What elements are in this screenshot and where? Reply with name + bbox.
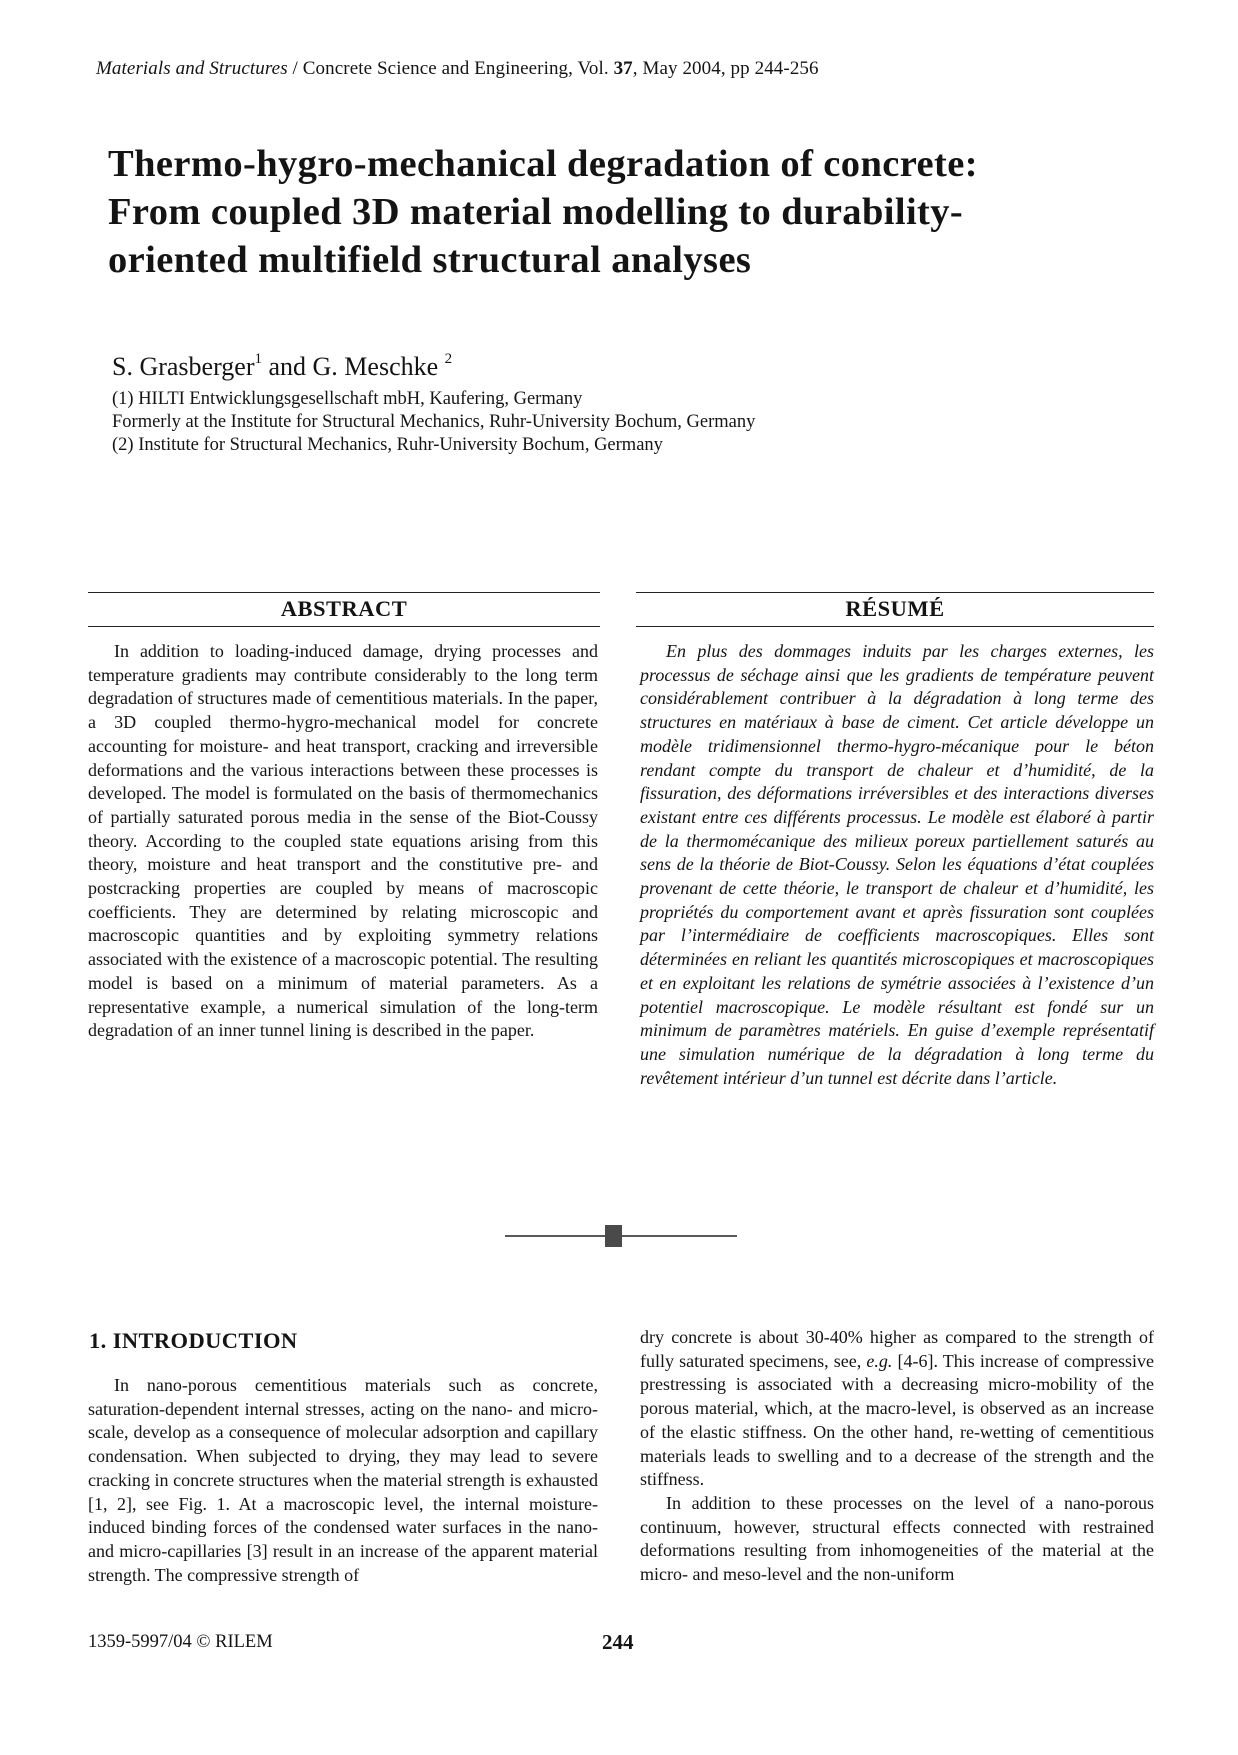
abstract-body (88, 640, 598, 1043)
paper-title (108, 140, 1148, 284)
abstract-heading: ABSTRACT (280, 596, 408, 621)
para-text-a: dry concrete is about 30-40% higher as compared to the strength of fully saturated specimens, see, (640, 1327, 1154, 1371)
resume-top-rule (636, 592, 1154, 593)
affiliation-1-former: Formerly at the Institute for Structural Mechanics, Ruhr-University Bochum, Germany (112, 412, 756, 432)
abstract-bottom-rule (88, 626, 600, 627)
introduction-heading: 1. INTRODUCTION (89, 1328, 298, 1353)
journal-header (96, 58, 819, 80)
introduction-right-column (640, 1326, 1154, 1587)
introduction-paragraph-1-continued (640, 1326, 1154, 1492)
page-number: 244 (602, 1630, 634, 1654)
resume-body (640, 640, 1154, 1090)
resume-bottom-rule (636, 626, 1154, 627)
resume-heading: RÉSUMÉ (845, 596, 945, 621)
para-text-b: [4-6]. This increase of compressive prestressing is associated with a decreasing micro-mobility of the porous material, which, at the macro-level, is observed as an increase of the elastic stiffness. On the other hand, re-wetting of cementitious materials leads to swelling and to a decrease of the strength and the stiffness. (640, 1350, 1154, 1490)
title-line-2: From coupled 3D material modelling to durability- (108, 191, 964, 233)
journal-volume: 37 (613, 58, 633, 79)
author-2: G. Meschke (312, 352, 439, 381)
journal-name: Materials and Structures (96, 58, 288, 79)
affiliation-1: (1) HILTI Entwicklungsgesellschaft mbH, Kaufering, Germany (112, 389, 583, 409)
author-list (112, 352, 452, 382)
title-line-3: oriented multifield structural analyses (108, 239, 752, 281)
author-2-affil-mark: 2 (444, 351, 453, 367)
title-line-1: Thermo-hygro-mechanical degradation of concrete: (108, 143, 978, 185)
author-joiner: and (261, 352, 313, 381)
author-1: S. Grasberger (112, 352, 255, 381)
abstract-top-rule (88, 592, 600, 593)
para-text-eg: e.g. (866, 1350, 893, 1371)
journal-date-pages: , May 2004, pp 244-256 (632, 58, 819, 79)
abstract-text: In addition to loading-induced damage, drying processes and temperature gradients may contribute considerably to the long term degradation of structures made of cementitious materials. In the paper, a 3D coupled thermo-hygro-mechanical model for concrete accounting for moisture- and heat transport, cracking and irreversible deformations and the various interactions between these processes is developed. The model is formulated on the basis of thermomechanics of partially saturated porous media in the sense of the Biot-Coussy theory. According to the coupled state equations arising from this theory, moisture and heat transport and the constitutive pre- and postcracking properties are coupled by means of macroscopic coefficients. They are determined by relating microscopic and macroscopic quantities and by exploiting symmetry relations associated with the existence of a macroscopic potential. The resulting model is based on a minimum of material parameters. As a representative example, a numerical simulation of the long-term degradation of an inner tunnel lining is described in the paper. (88, 641, 598, 1041)
affiliation-2: (2) Institute for Structural Mechanics, Ruhr-University Bochum, Germany (112, 435, 663, 455)
introduction-paragraph-1: In nano-porous cementitious materials such as concrete, saturation-dependent internal stresses, acting on the nano- and micro-scale, develop as a consequence of molecular adsorption and capillary condensation. When subjected to drying, they may lead to severe cracking in concrete structures when the material strength is exhausted [1, 2], see Fig. 1. At a macroscopic level, the internal moisture-induced binding forces of the condensed water surfaces in the nano- and micro-capillaries [3] result in an increase of the apparent material strength. The compressive strength of (88, 1375, 598, 1585)
introduction-left-column (88, 1374, 598, 1587)
journal-subtitle: / Concrete Science and Engineering, Vol. (287, 58, 614, 79)
section-divider-ornament (505, 1222, 737, 1250)
footer-issn: 1359-5997/04 © RILEM (88, 1632, 273, 1652)
author-1-affil-mark: 1 (254, 351, 262, 367)
resume-text: En plus des dommages induits par les charges externes, les processus de séchage ainsi que les gradients de température peuvent considérablement contribuer à la dégradation à long terme des structures en matériaux à base de ciment. Cet article développe un modèle tridimensionnel thermo-hygro-mécanique pour le béton rendant compte du transport de chaleur et d’humidité, de la fissuration, des déformations irréversibles et des interactions diverses existant entre ces différents processus. Le modèle est élaboré à partir de la thermomécanique des milieux poreux partiellement saturés au sens de la théorie de Biot-Coussy. Selon les équations d’état couplées provenant de cette théorie, le transport de chaleur et d’humidité, les propriétés du comportement avant et après fissuration sont couplées par l’intermédiaire de coefficients macroscopiques. Elles sont déterminées en reliant les quantités microscopiques et macroscopiques et en exploitant les relations de symétrie associées à l’existence d’un potentiel macroscopique. Le modèle résultant est fondé sur un minimum de paramètres matériels. En guise d’exemple représentatif une simulation numérique de la dégradation à long terme du revêtement intérieur d’un tunnel est décrite dans l’article. (640, 641, 1154, 1088)
introduction-paragraph-2: In addition to these processes on the level of a nano-porous continuum, however, structural effects connected with restrained deformations resulting from inhomogeneities of the material at the micro- and meso-level and the non-uniform (640, 1492, 1154, 1585)
